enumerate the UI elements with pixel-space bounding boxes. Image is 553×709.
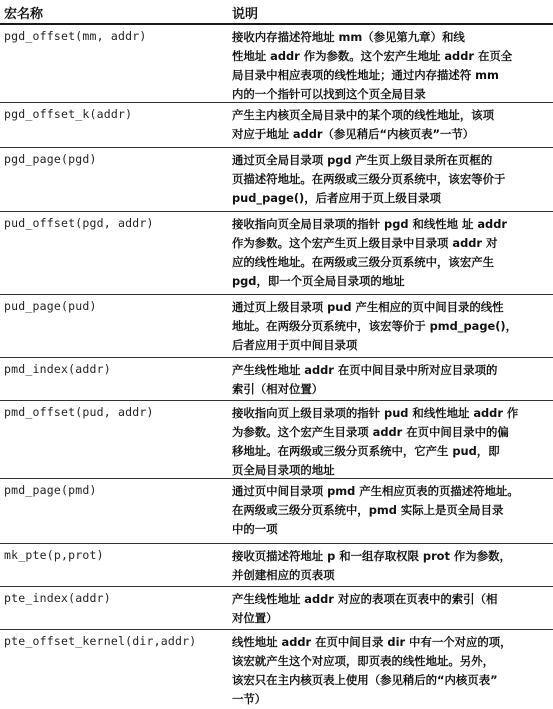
table-row <box>0 544 553 587</box>
description-line: 通过页全局目录项 pgd 产生页上级目录所在页框的 <box>232 153 493 167</box>
description-line: 该宏就产生这个对应项，即页表的线性地址。另外， <box>232 654 494 668</box>
description-line: 性地址 addr 作为参数。这个宏产生地址 addr 在页全 <box>232 49 513 63</box>
macro-name: pmd_index(addr) <box>4 362 111 376</box>
macro-name: pud_offset(pgd, addr) <box>4 216 154 230</box>
description-line: 局目录中相应表项的线性地址；通过内存描述符 mm <box>232 68 499 82</box>
description-line: 线性地址 addr 在页中间目录 dir 中有一个对应的项， <box>232 635 512 649</box>
table-row <box>0 295 553 358</box>
description-line: 作为参数。这个宏产生页上级目录中目录项 addr 对 <box>232 236 498 250</box>
macro-description <box>232 404 550 480</box>
table-row <box>0 401 553 479</box>
macro-name: pud_page(pud) <box>4 299 97 313</box>
description-line: 一节） <box>232 692 267 706</box>
description-line: 移地址。在两级或三级分页系统中，它产生 pud，即 <box>232 444 500 458</box>
description-line: 产生主内核页全局目录中的某个项的线性地址，该项 <box>232 108 494 122</box>
table-row <box>0 25 553 103</box>
description-line: 产生线性地址 addr 对应的表项在页表中的索引（相 <box>232 592 498 606</box>
description-line: 对应于地址 addr（参见稍后“内核页表”一节） <box>232 127 475 141</box>
table-row <box>0 630 553 706</box>
description-line: 接收页描述符地址 p 和一组存取权限 prot 作为参数， <box>232 549 511 563</box>
description-line: 并创建相应的页表项 <box>232 568 335 582</box>
macro-description <box>232 28 550 104</box>
description-line: 后者应用于页中间目录项 <box>232 338 358 352</box>
macro-name: pmd_page(pmd) <box>4 483 97 497</box>
table-row <box>0 212 553 295</box>
description-line: 中的一项 <box>232 522 278 536</box>
description-line: 通过页中间目录项 pmd 产生相应页表的页描述符地址。 <box>232 484 519 498</box>
description-line: 通过页上级目录项 pud 产生相应的页中间目录的线性 <box>232 300 504 314</box>
description-line: 对位置） <box>232 611 278 625</box>
macro-description <box>232 547 550 585</box>
macro-description <box>232 298 550 355</box>
description-line: 页全局目录项的地址 <box>232 463 335 477</box>
description-line: pgd，即一个页全局目录项的地址 <box>232 274 405 288</box>
description-line: 为参数。这个宏产生目录项 addr 在页中间目录中的偏 <box>232 425 509 439</box>
table-row <box>0 479 553 544</box>
macro-name: pgd_offset(mm, addr) <box>4 29 147 43</box>
description-line: 接收内存描述符地址 mm（参见第九章）和线 <box>232 30 465 44</box>
description-line: 地址。在两级分页系统中，该宏等价于 pmd_page()， <box>232 319 518 333</box>
macro-name: pgd_page(pgd) <box>4 152 97 166</box>
macro-description <box>232 361 550 399</box>
description-line: 页描述符地址。在两级或三级分页系统中，该宏等价于 <box>232 172 506 186</box>
table-row <box>0 587 553 630</box>
table-row <box>0 103 553 148</box>
header-macro-name: 宏名称 <box>4 7 44 22</box>
description-line: pud_page()，后者应用于页上级目录项 <box>232 191 441 205</box>
table-row <box>0 148 553 212</box>
macro-description <box>232 590 550 628</box>
description-line: 索引（相对位置） <box>232 382 324 396</box>
macro-description <box>232 633 550 709</box>
macro-name: pmd_offset(pud, addr) <box>4 405 154 419</box>
description-line: 接收指向页全局目录项的指针 pgd 和线性地 址 addr <box>232 217 507 231</box>
description-line: 该宏只在主内核页表上使用（参见稍后的“内核页表” <box>232 673 498 687</box>
macro-description <box>232 482 550 539</box>
description-line: 内的一个指针可以找到这个页全局目录 <box>232 87 426 101</box>
macro-name: pte_index(addr) <box>4 591 111 605</box>
table-row <box>0 358 553 401</box>
macro-name: pte_offset_kernel(dir,addr) <box>4 634 197 648</box>
description-line: 接收指向页上级目录项的指针 pud 和线性地址 addr 作 <box>232 406 519 420</box>
table-header <box>0 0 553 24</box>
description-line: 应的线性地址。在两级或三级分页系统中，该宏产生 <box>232 255 494 269</box>
macro-name: mk_pte(p,prot) <box>4 548 104 562</box>
macro-description <box>232 151 550 208</box>
macro-description <box>232 215 550 291</box>
description-line: 产生线性地址 addr 在页中间目录中所对应目录项的 <box>232 363 498 377</box>
description-line: 在两级或三级分页系统中，pmd 实际上是页全局目录 <box>232 503 504 517</box>
macro-description <box>232 106 550 144</box>
header-description: 说明 <box>232 7 259 22</box>
macro-name: pgd_offset_k(addr) <box>4 107 133 121</box>
